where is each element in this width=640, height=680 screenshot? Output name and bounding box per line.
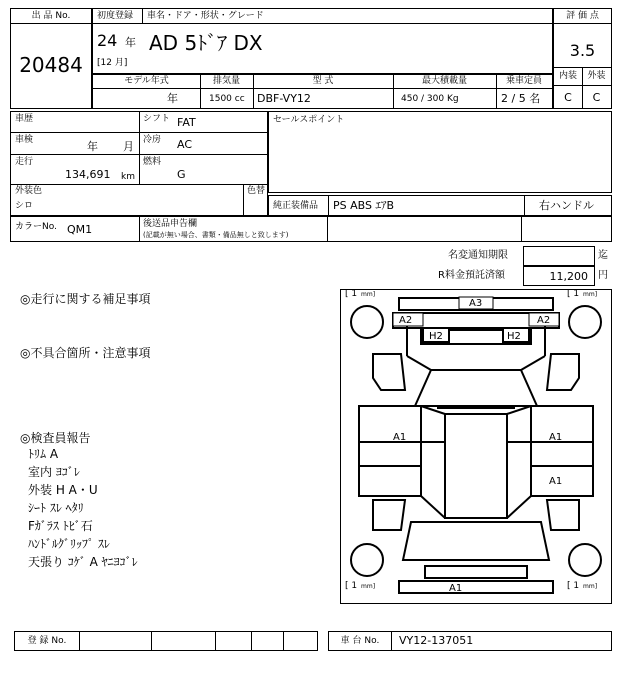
inspector-line: ﾊﾝﾄﾞﾙｸﾞﾘｯﾌﾟ ｽﾚ: [28, 537, 110, 551]
vehicle-header-box: [92, 8, 553, 74]
rear-fender-right: [547, 500, 579, 530]
tire-unit-bl: mm]: [361, 583, 376, 590]
driving-notes-title: ◎走行に関する補足事項: [20, 292, 151, 306]
tire-rear-right: [569, 544, 601, 576]
rear-fender-left: [373, 500, 405, 530]
inspection-label: 車検: [15, 135, 34, 145]
recycle-unit: 円: [598, 270, 608, 281]
chassis-box: [328, 631, 612, 651]
mark-a2-right: A2: [537, 315, 551, 326]
exterior-label: 外装: [587, 71, 606, 81]
front-fender-right: [547, 354, 579, 390]
rear-window: [425, 566, 527, 578]
recycle-label: R料金預託済額: [438, 270, 505, 281]
windshield: [415, 370, 537, 406]
inspector-line: 室内 ﾖｺﾞﾚ: [28, 465, 80, 479]
first-reg-year: 24: [97, 31, 118, 50]
car-name: AD 5ﾄﾞｱ DX: [149, 31, 263, 55]
capacity-label: 乗車定員: [505, 76, 542, 86]
mark-h2-left: H2: [429, 331, 443, 342]
mileage-value: 134,691: [65, 168, 111, 181]
chassis-value: VY12-137051: [399, 634, 474, 647]
body-side-left: [359, 406, 421, 496]
chassis-label: 車 台 No.: [340, 636, 380, 646]
shift-label: シフト: [143, 114, 171, 124]
recycle-value: 11,200: [549, 270, 588, 283]
mark-a1-left: A1: [393, 432, 407, 443]
equipment-value: PS ABS ｴｱB: [333, 199, 395, 212]
lot-label: 出 品 No.: [31, 11, 71, 21]
registration-box: [14, 631, 318, 651]
color-no-label: カラーNo.: [15, 222, 57, 232]
capacity-value: 2 / 5 名: [501, 92, 541, 105]
first-reg-label: 初度登録: [97, 11, 134, 21]
ac-label: 冷房: [143, 135, 162, 145]
equipment-label: 純正装備品: [273, 201, 319, 211]
tire-front-left: [351, 306, 383, 338]
inspector-title: ◎検査員報告: [20, 431, 91, 445]
tire-label-bl: [ 1: [345, 581, 358, 591]
fuel-value: G: [177, 168, 186, 181]
sales-point-label: セールスポイント: [273, 115, 345, 125]
exterior-color-label: 外装色: [15, 186, 43, 196]
lot-number-box: [10, 8, 92, 109]
history-label: 車歴: [15, 114, 34, 124]
details-box: [10, 111, 268, 216]
mark-a2-left: A2: [399, 315, 413, 326]
mark-a1-right-upper: A1: [549, 432, 563, 443]
inspector-line: ﾄﾘﾑ A: [28, 447, 59, 461]
tire-label-tr: [ 1: [567, 290, 580, 299]
max-load-value: 450 / 300 Kg: [401, 94, 459, 104]
inspection-year: 年: [87, 140, 98, 153]
car-diagram-svg: [341, 290, 611, 603]
mileage-unit: km: [121, 172, 135, 182]
model-year-unit: 年: [167, 92, 178, 105]
handle-value: 右ハンドル: [539, 199, 594, 212]
ac-value: AC: [177, 138, 193, 151]
displacement-label: 排気量: [212, 76, 240, 86]
name-change-box: [523, 246, 595, 266]
mark-a1-bottom: A1: [449, 583, 463, 594]
exterior-grade: C: [592, 91, 601, 104]
defects-title: ◎不具合箇所・注意事項: [20, 346, 151, 360]
tire-unit-br: mm]: [583, 583, 598, 590]
interior-label: 内装: [558, 71, 577, 81]
fuel-label: 燃料: [143, 157, 162, 167]
lot-number: 20484: [19, 53, 83, 77]
model-year-label: モデル年式: [124, 76, 169, 86]
first-reg-month: [12 月]: [97, 58, 128, 68]
name-change-label: 名変通知期限: [448, 250, 508, 261]
inspector-line: ｼｰﾄ ｽﾚ ﾍﾀﾘ: [28, 501, 84, 515]
inspector-line: 外装 H A・U: [28, 483, 98, 497]
displacement-value: 1500 cc: [209, 94, 245, 104]
tire-label-br: [ 1: [567, 581, 580, 591]
mileage-label: 走行: [15, 157, 34, 167]
name-label: 車名・ドア・形状・グレード: [147, 11, 264, 21]
inspector-line: Fｶﾞﾗｽ ﾄﾋﾞ石: [28, 519, 93, 533]
recycle-box: [523, 266, 595, 286]
tire-label-tl: [ 1: [345, 290, 358, 299]
interior-grade: C: [564, 91, 572, 104]
equipment-box: [268, 195, 612, 216]
front-fender-left: [373, 354, 405, 390]
score-value: 3.5: [569, 41, 596, 60]
mark-a3: A3: [469, 298, 483, 309]
car-diagram: [340, 289, 612, 604]
max-load-label: 最大積載量: [421, 76, 467, 86]
rear-bumper: [399, 581, 553, 593]
aftermarket-label: 後送品申告欄: [143, 219, 198, 229]
tire-rear-left: [351, 544, 383, 576]
aftermarket-note: (記載が無い場合、書類・備品無しと致します): [143, 231, 289, 239]
tire-unit-tl: mm]: [361, 291, 376, 298]
color-aftermarket-box: [10, 216, 612, 242]
sales-point-box: [268, 111, 612, 193]
name-change-unit: 迄: [598, 250, 608, 261]
inspection-month: 月: [123, 140, 134, 153]
registration-label: 登 録 No.: [27, 636, 67, 646]
mark-a1-right-lower: A1: [549, 476, 563, 487]
mark-h2-right: H2: [507, 331, 521, 342]
type-value: DBF-VY12: [257, 92, 311, 105]
first-reg-year-unit: 年: [125, 36, 136, 49]
roof: [445, 414, 507, 518]
color-change-label: 色替: [247, 186, 266, 196]
spec-box: [92, 74, 553, 109]
score-box: [553, 8, 612, 109]
exterior-color-value: シロ: [15, 201, 34, 211]
tire-front-right: [569, 306, 601, 338]
inspector-line: 天張り ｺｹﾞ A ﾔﾆﾖｺﾞﾚ: [28, 555, 138, 569]
type-label: 型 式: [312, 76, 334, 86]
color-no-value: QM1: [67, 223, 93, 236]
score-label: 評 価 点: [566, 11, 599, 21]
tire-unit-tr: mm]: [583, 291, 598, 298]
rear-hatch: [403, 522, 549, 560]
shift-value: FAT: [177, 116, 196, 129]
